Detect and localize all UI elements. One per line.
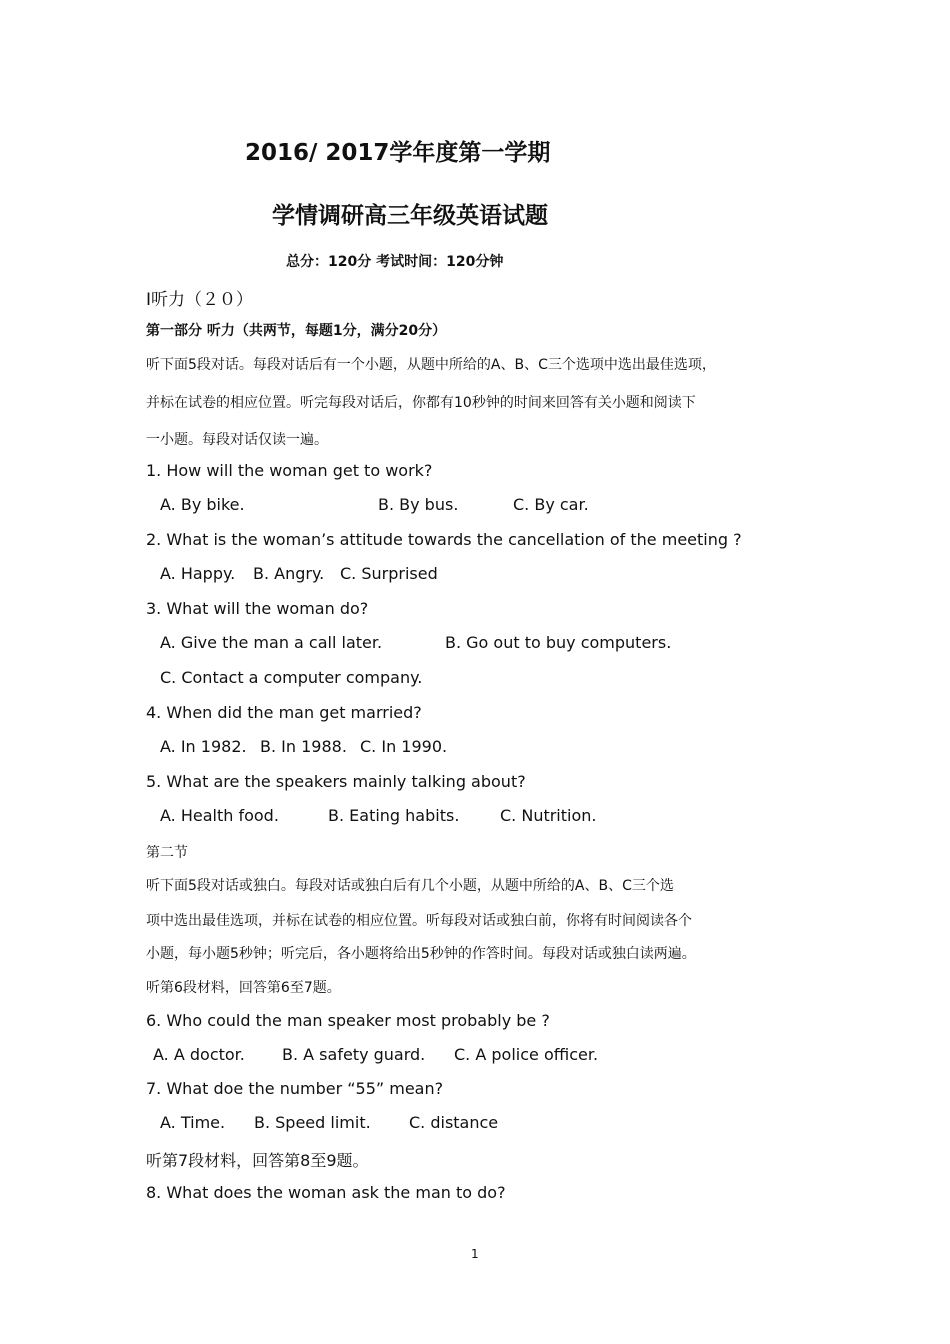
title-line-2: 学情调研高三年级英语试题 bbox=[272, 203, 548, 229]
question-5: 5. What are the speakers mainly talking about? bbox=[146, 772, 526, 791]
option-a: A. Health food. bbox=[160, 806, 279, 825]
option-b: B. Angry. bbox=[253, 564, 325, 583]
question-1: 1. How will the woman get to work? bbox=[146, 461, 433, 480]
section-heading-listening: Ⅰ听力（２０） bbox=[146, 290, 254, 310]
option-b: B. Speed limit. bbox=[254, 1113, 371, 1132]
exam-meta: 总分：120分 考试时间：120分钟 bbox=[286, 254, 504, 270]
question-3: 3. What will the woman do? bbox=[146, 599, 369, 618]
instruction-line: 项中选出最佳选项，并标在试卷的相应位置。听每段对话或独白前，你将有时间阅读各个 bbox=[146, 913, 692, 929]
option-a: A. A doctor. bbox=[153, 1045, 245, 1064]
instruction-line: 听下面5段对话或独白。每段对话或独白后有几个小题，从题中所给的A、B、C三个选 bbox=[146, 878, 674, 894]
option-c: C. By car. bbox=[513, 495, 589, 514]
option-c: C. Surprised bbox=[340, 564, 438, 583]
option-b: B. In 1988. bbox=[260, 737, 347, 756]
option-c: C. distance bbox=[409, 1113, 499, 1132]
option-a: A. By bike. bbox=[160, 495, 245, 514]
option-c: C. A police officer. bbox=[454, 1045, 599, 1064]
material-7-instruction: 听第7段材料，回答第8至9题。 bbox=[146, 1151, 369, 1170]
option-c: C. Nutrition. bbox=[500, 806, 597, 825]
instruction-line: 一小题。每段对话仅读一遍。 bbox=[146, 432, 328, 448]
question-2: 2. What is the woman’s attitude towards the cancellation of the meeting ? bbox=[146, 530, 742, 549]
part-heading: 第一部分 听力（共两节，每题1分，满分20分） bbox=[146, 323, 447, 339]
option-c: C. Contact a computer company. bbox=[160, 668, 423, 687]
instruction-line: 听下面5段对话。每段对话后有一个小题，从题中所给的A、B、C三个选项中选出最佳选项， bbox=[146, 357, 716, 373]
instruction-line: 并标在试卷的相应位置。听完每段对话后，你都有10秒钟的时间来回答有关小题和阅读下 bbox=[146, 395, 696, 411]
page-number: 1 bbox=[471, 1247, 479, 1261]
option-b: B. Eating habits. bbox=[328, 806, 460, 825]
instruction-line: 听第6段材料，回答第6至7题。 bbox=[146, 980, 341, 996]
question-6: 6. Who could the man speaker most probably be ? bbox=[146, 1011, 550, 1030]
instruction-line: 小题，每小题5秒钟；听完后，各小题将给出5秒钟的作答时间。每段对话或独白读两遍。 bbox=[146, 946, 696, 962]
option-c: C. In 1990. bbox=[360, 737, 448, 756]
option-a: A. Give the man a call later. bbox=[160, 633, 383, 652]
title-line-1: 2016/ 2017学年度第一学期 bbox=[245, 140, 551, 166]
question-7: 7. What doe the number “55” mean? bbox=[146, 1079, 444, 1098]
section-2-heading: 第二节 bbox=[146, 845, 188, 861]
option-a: A. Happy. bbox=[160, 564, 236, 583]
option-b: B. A safety guard. bbox=[282, 1045, 426, 1064]
option-b: B. Go out to buy computers. bbox=[445, 633, 672, 652]
question-4: 4. When did the man get married? bbox=[146, 703, 422, 722]
option-a: A. In 1982. bbox=[160, 737, 247, 756]
option-a: A. Time. bbox=[160, 1113, 226, 1132]
option-b: B. By bus. bbox=[378, 495, 459, 514]
question-8: 8. What does the woman ask the man to do? bbox=[146, 1183, 506, 1202]
